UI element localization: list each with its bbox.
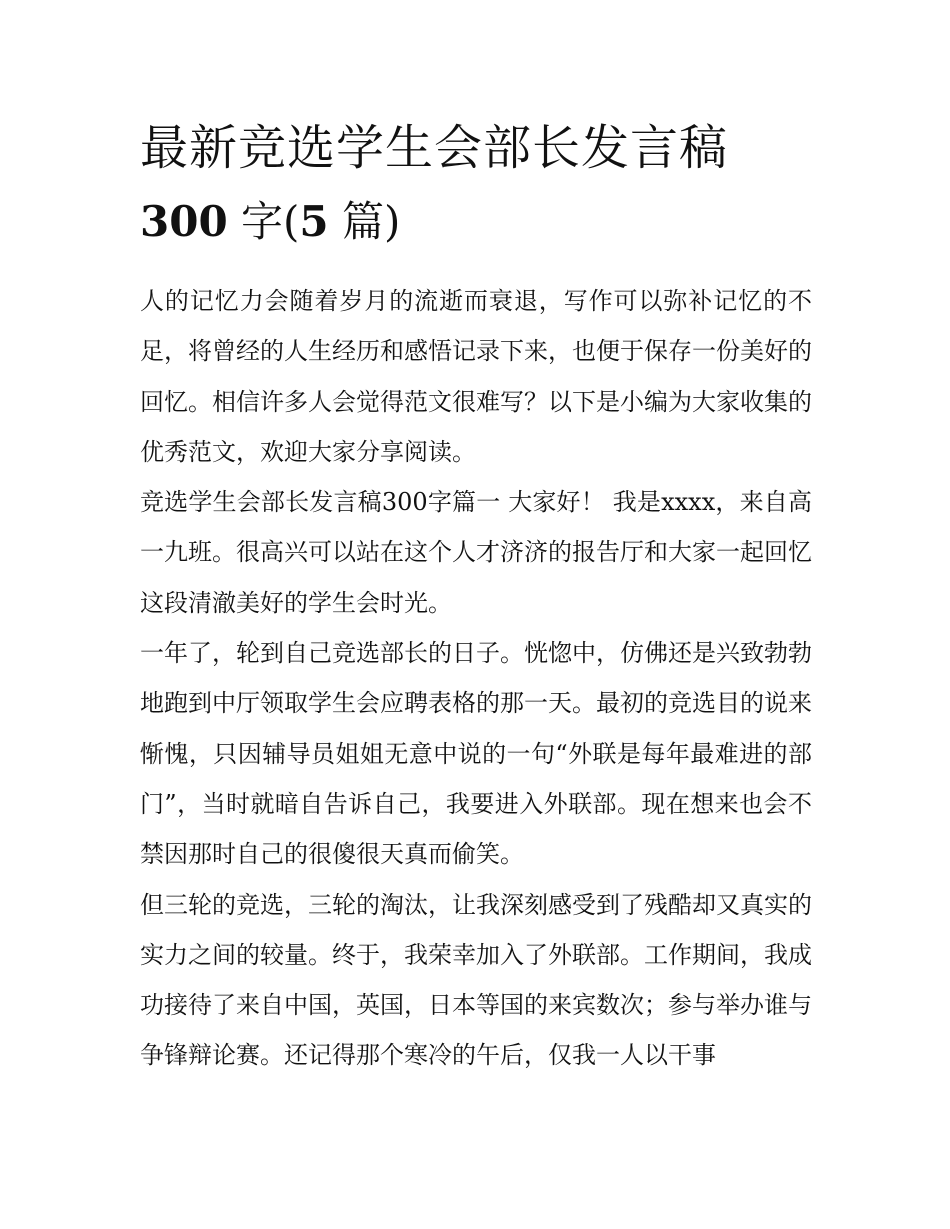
document-body	[140, 276, 812, 1081]
title-line-1: 最新竞选学生会部长发言稿	[140, 120, 729, 176]
paragraph-intro: 人的记忆力会随着岁月的流逝而衰退，写作可以弥补记忆的不足，将曾经的人生经历和感悟记录下来，也便于保存一份美好的回忆。相信许多人会觉得范文很难写？以下是小编为大家收集的优秀范文，欢迎大家分享阅读。	[140, 287, 812, 466]
title-word-zi: 字(	[227, 197, 300, 246]
paragraph-first-year: 一年了，轮到自己竞选部长的日子。恍惚中，仿佛还是兴致勃勃地跑到中厅领取学生会应聘表格的那一天。最初的竞选目的说来惭愧，只因辅导员姐姐无意中说的一句“外联是每年最难进的部门”，当时就暗自告诉自己，我要进入外联部。现在想来也会不禁因那时自己的很傻很天真而偷笑。	[140, 639, 812, 869]
title-number-5: 5	[299, 197, 329, 246]
title-word-pian: 篇)	[328, 197, 401, 246]
title-line-2	[140, 192, 840, 252]
document-title	[140, 112, 840, 252]
title-number-300: 300	[140, 197, 228, 246]
paragraph-election: 但三轮的竞选，三轮的淘汰，让我深刻感受到了残酷却又真实的实力之间的较量。终于，我荣幸加入了外联部。工作期间，我成功接待了来自中国，英国，日本等国的来宾数次；参与举办谁与争锋辩论赛。还记得那个寒冷的午后，仅我一人以干事	[140, 890, 812, 1070]
paragraph-greeting: 竞选学生会部长发言稿300字篇一 大家好！ 我是xxxx，来自高一九班。很高兴可以站在这个人才济济的报告厅和大家一起回忆这段清澈美好的学生会时光。	[140, 488, 812, 617]
